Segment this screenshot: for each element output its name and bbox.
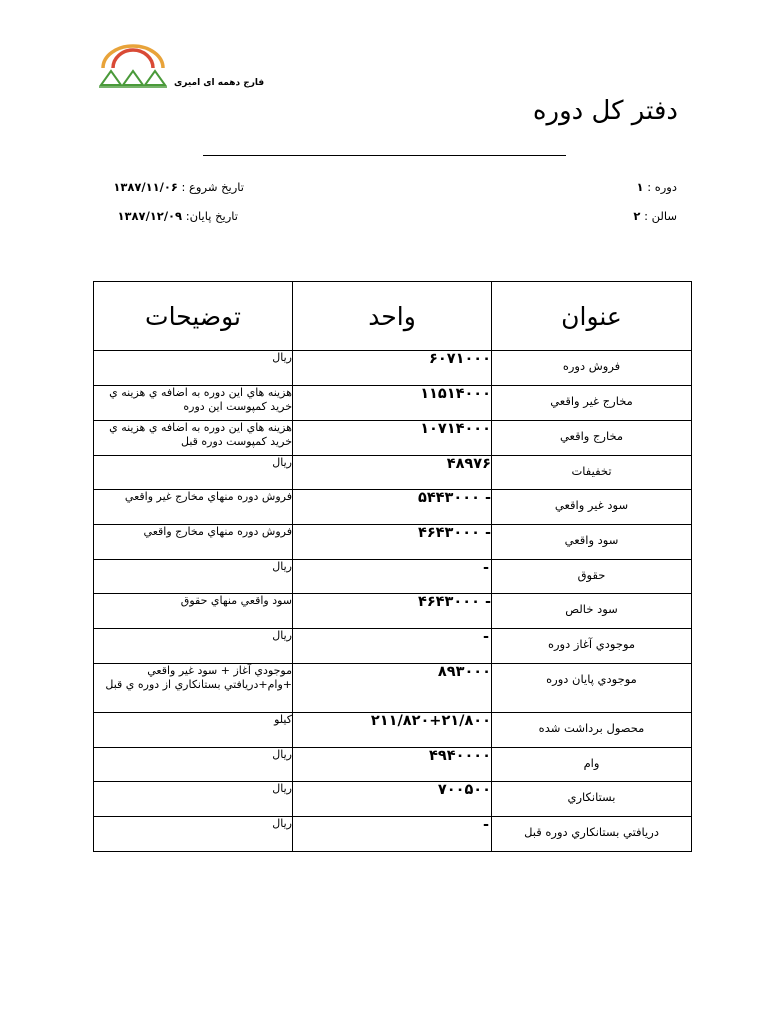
table-row [94, 525, 692, 560]
row-title: حقوق [577, 568, 606, 582]
row-desc: فروش دوره منهاي مخارج واقعي [94, 525, 293, 560]
row-title: تخفيفات [571, 464, 612, 478]
row-unit: - ۴۶۴۳۰۰۰ [293, 525, 492, 560]
table-row [94, 351, 692, 386]
period-value: ۱ [636, 180, 644, 194]
table-row [94, 629, 692, 664]
row-desc: كيلو [94, 713, 293, 748]
row-unit: ۷۰۰۵۰۰ [293, 782, 492, 817]
row-unit: ۸۹۳۰۰۰ [293, 664, 492, 713]
row-title: موجودي پايان دوره [546, 672, 637, 686]
row-desc: سود واقعي منهاي حقوق [94, 594, 293, 629]
row-unit: - [293, 560, 492, 594]
end-date-value: ۱۳۸۷/۱۲/۰۹ [117, 209, 183, 223]
year-value: ۲ [633, 209, 641, 223]
row-desc: موجودي آغاز + سود غير واقعي +وام+دريافتي بستانكاري از دوره ي قبل [94, 664, 293, 713]
table-row [94, 817, 692, 852]
row-desc: هزينه هاي اين دوره به اضافه ي هزينه ي خريد كمپوست دوره قبل [94, 421, 293, 456]
period-label: دوره : [647, 180, 677, 194]
header-title: عنوان [492, 282, 692, 351]
row-title: سود خالص [565, 602, 618, 616]
table-row [94, 560, 692, 594]
row-title: بستانكاري [567, 790, 616, 804]
row-title: مخارج غير واقعي [550, 394, 633, 408]
year-info [633, 209, 677, 223]
row-unit: ۴۸۹۷۶ [293, 456, 492, 490]
period-info [637, 180, 677, 194]
row-desc: ريال [94, 351, 293, 386]
table-row [94, 713, 692, 748]
table-row [94, 664, 692, 713]
row-title: وام [583, 756, 600, 770]
row-desc: هزينه هاي اين دوره به اضافه ي هزينه ي خريد كمپوست اين دوره [94, 386, 293, 421]
page-title: دفتر کل دوره [532, 96, 678, 126]
row-desc: ريال [94, 782, 293, 817]
row-desc: ريال [94, 560, 293, 594]
row-unit: - ۵۴۴۳۰۰۰ [293, 490, 492, 525]
start-date-value: ۱۳۸۷/۱۱/۰۶ [113, 180, 178, 194]
table-row [94, 386, 692, 421]
start-date-label: تاريخ شروع : [181, 180, 244, 194]
table-row [94, 748, 692, 782]
table-row [94, 456, 692, 490]
row-unit: ۱۰۷۱۴۰۰۰ [293, 421, 492, 456]
row-desc: ريال [94, 456, 293, 490]
ledger-table [93, 281, 692, 852]
company-logo [97, 42, 169, 92]
row-unit: - [293, 629, 492, 664]
row-desc: ريال [94, 817, 293, 852]
row-unit: - ۴۶۴۳۰۰۰ [293, 594, 492, 629]
row-title: فروش دوره [562, 359, 621, 373]
row-desc: ريال [94, 629, 293, 664]
table-header-row [94, 282, 692, 351]
row-unit: - [293, 817, 492, 852]
row-unit: ۲۱۱/۸۲۰+۲۱/۸۰۰ [293, 713, 492, 748]
title-divider [203, 155, 566, 156]
row-title: مخارج واقعي [559, 429, 624, 443]
row-title: موجودي آغاز دوره [547, 637, 636, 651]
row-title: سود غير واقعي [554, 498, 629, 512]
row-title: سود واقعي [564, 533, 619, 547]
row-title: دريافتي بستانكاري دوره قبل [524, 825, 659, 839]
table-row [94, 782, 692, 817]
row-desc: ريال [94, 748, 293, 782]
header-unit: واحد [293, 282, 492, 351]
row-title: محصول برداشت شده [538, 721, 645, 735]
row-desc: فروش دوره منهاي مخارج غير واقعي [94, 490, 293, 525]
row-unit: ۴۹۴۰۰۰۰ [293, 748, 492, 782]
start-date-info [113, 180, 244, 194]
company-name: فارج دهمه ای امیری [174, 78, 265, 88]
end-date-label: تاريخ پايان: [185, 209, 238, 223]
table-row [94, 594, 692, 629]
year-label: سالن : [644, 209, 677, 223]
header-desc: توضيحات [94, 282, 293, 351]
row-unit: ۱۱۵۱۴۰۰۰ [293, 386, 492, 421]
table-row [94, 490, 692, 525]
end-date-info [118, 209, 239, 223]
table-row [94, 421, 692, 456]
row-unit: ۶۰۷۱۰۰۰ [293, 351, 492, 386]
